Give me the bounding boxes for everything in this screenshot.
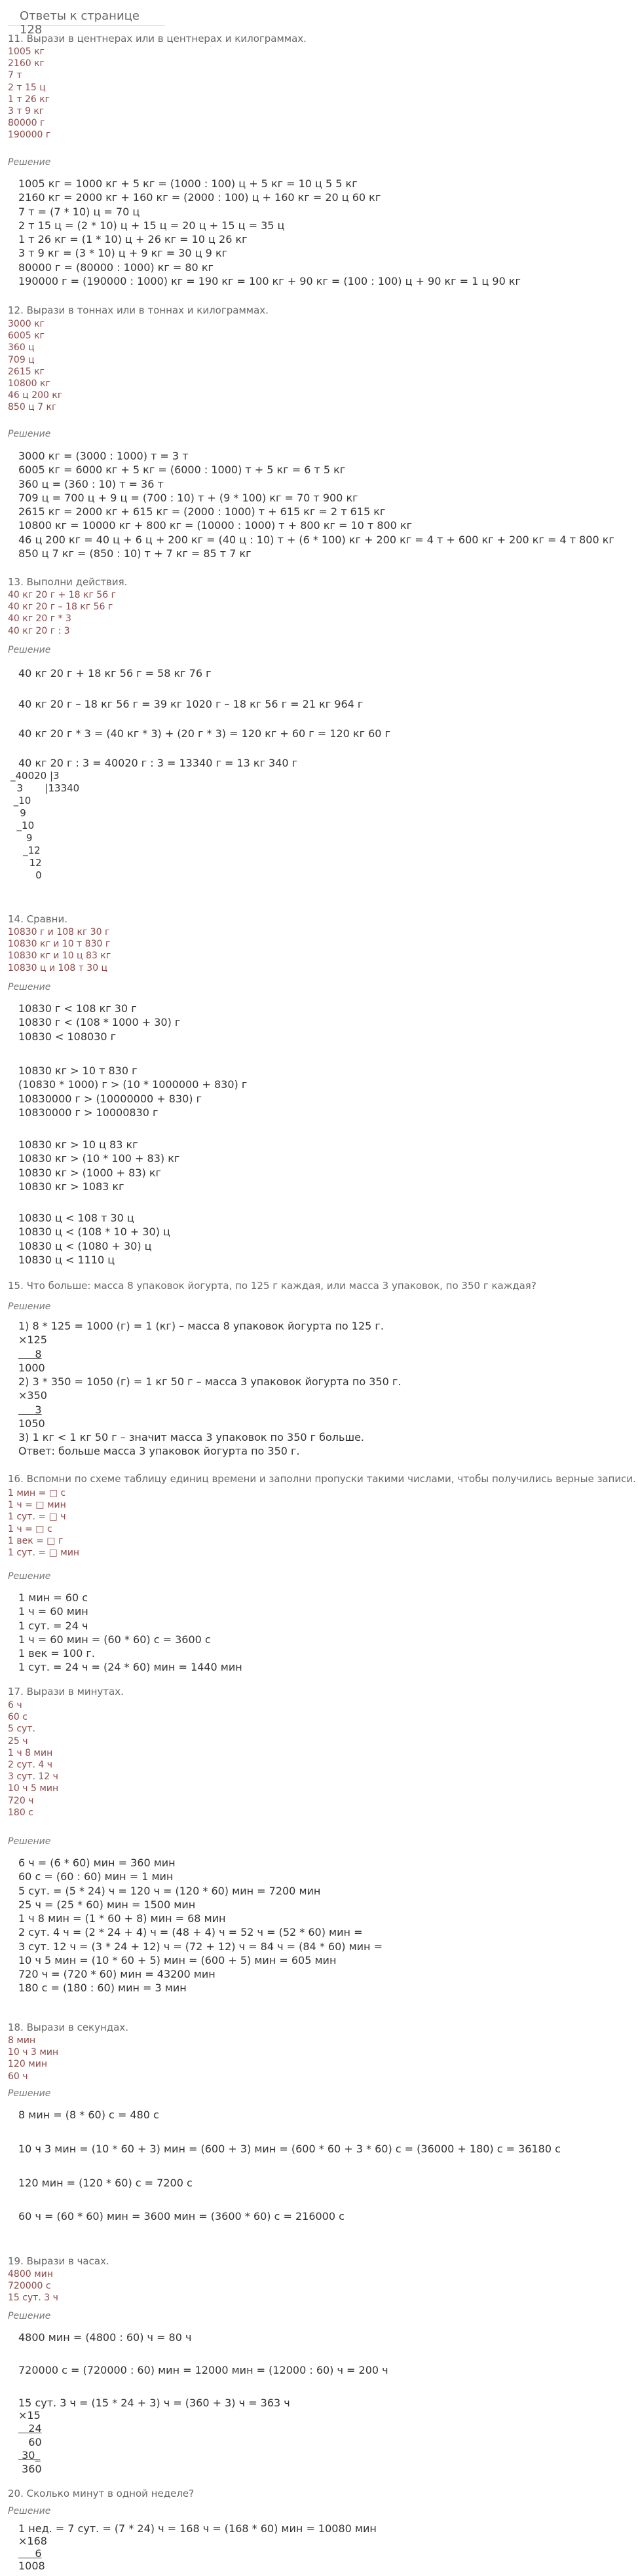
solution-line: 10 ч 5 мин = (10 * 60 + 5) мин = (600 + 5) мин = 605 мин xyxy=(18,1953,337,1967)
solution-line: 2 т 15 ц = (2 * 10) ц + 15 ц = 20 ц + 15 ц = 35 ц xyxy=(18,219,285,232)
solution-label: Решение xyxy=(8,1836,51,1847)
task-19-column xyxy=(18,2409,42,2476)
solution-label: Решение xyxy=(8,1571,51,1582)
task-item: 720000 с xyxy=(8,2281,51,2292)
division-row: 9 xyxy=(10,807,26,820)
task-item: 10 ч 3 мин xyxy=(8,2047,59,2058)
task-17-items xyxy=(8,1699,58,1819)
task-item: 10830 ц и 108 т 30 ц xyxy=(8,962,108,973)
task-17-solution xyxy=(18,1856,383,1995)
task-item: 15 сут. 3 ч xyxy=(8,2293,58,2304)
solution-line: 1) 8 * 125 = 1000 (г) = 1 (кг) – масса 8 упаковок йогурта по 125 г. xyxy=(18,1320,384,1332)
task-12-title: 12. Вырази в тоннах или в тоннах и килограммах. xyxy=(8,304,269,316)
solution-line: 1 ч = 60 мин xyxy=(18,1605,88,1618)
task-11-title: 11. Вырази в центнерах или в центнерах и килограммах. xyxy=(8,33,307,45)
task-18-line-2: 10 ч 3 мин = (10 * 60 + 3) мин = (600 + 3) мин = (600 * 60 + 3 * 60) с = (36000 + 180) с = 36180 с xyxy=(18,2143,561,2155)
division-row: _40020 |3 xyxy=(10,770,60,782)
task-item: 3 т 9 кг xyxy=(8,105,45,117)
task-item: 720 ч xyxy=(8,1795,34,1806)
task-item: 1 сут. = □ ч xyxy=(8,1512,66,1523)
solution-line: 7 т = (7 * 10) ц = 70 ц xyxy=(18,205,140,218)
solution-line: 1 сут. = 24 ч = (24 * 60) мин = 1440 мин xyxy=(18,1661,242,1674)
solution-line: 709 ц = 700 ц + 9 ц = (700 : 10) т + (9 * 100) кг = 70 т 900 кг xyxy=(18,491,358,504)
task-item: 2160 кг xyxy=(8,58,45,69)
task-item: 10830 г и 108 кг 30 г xyxy=(8,927,110,937)
task-item: 1 ч = □ мин xyxy=(8,1500,66,1511)
task-item: 180 с xyxy=(8,1807,33,1818)
solution-line: 1 мин = 60 с xyxy=(18,1591,88,1604)
task-16-items xyxy=(8,1487,79,1559)
solution-line: 10830 < 108030 г xyxy=(18,1030,117,1043)
solution-line: 1000 xyxy=(18,1361,45,1374)
task-13-line-1: 40 кг 20 г + 18 кг 56 г = 58 кг 76 г xyxy=(18,667,212,680)
task-13-line-3: 40 кг 20 г * 3 = (40 кг * 3) + (20 г * 3) = 120 кг + 60 г = 120 кг 60 г xyxy=(18,727,390,740)
solution-line: 2 сут. 4 ч = (2 * 24 + 4) ч = (48 + 4) ч = 52 ч = (52 * 60) мин = xyxy=(18,1926,363,1939)
task-13-items xyxy=(8,589,116,637)
task-19-items xyxy=(8,2268,58,2304)
task-13-line-4: 40 кг 20 г : 3 = 40020 г : 3 = 13340 г = 13 кг 340 г xyxy=(18,757,298,769)
task-18-title: 18. Вырази в секундах. xyxy=(8,2022,128,2033)
task-item: 1 мин = □ с xyxy=(8,1488,66,1498)
solution-line: 10830 г < (108 * 1000 + 30) г xyxy=(18,1016,181,1029)
solution-line: 10830 кг > 1083 кг xyxy=(18,1180,124,1193)
task-item: 1 сут. = □ мин xyxy=(8,1547,80,1558)
task-14-group-4 xyxy=(18,1211,170,1267)
solution-label: Решение xyxy=(8,429,51,439)
task-14-items xyxy=(8,926,111,974)
task-item: 1 век = □ г xyxy=(8,1535,64,1546)
solution-line: 10830 ц < (1080 + 30) ц xyxy=(18,1239,152,1252)
task-item: 1 ч 8 мин xyxy=(8,1747,53,1758)
solution-line: 1 век = 100 г. xyxy=(18,1647,95,1660)
task-item: 10830 кг и 10 т 830 г xyxy=(8,939,111,950)
division-row: 0 xyxy=(10,869,42,882)
task-16-title: 16. Вспомни по схеме таблицу единиц времени и заполни пропуски такими числами, чтобы получились верные записи. xyxy=(8,1473,636,1485)
task-item: 709 ц xyxy=(8,354,35,365)
task-17-title: 17. Вырази в минутах. xyxy=(8,1686,124,1697)
column-row: 30_ xyxy=(18,2449,41,2462)
solution-line: 10800 кг = 10000 кг + 800 кг = (10000 : 1000) т + 800 кг = 10 т 800 кг xyxy=(18,519,413,532)
task-19-line-1: 4800 мин = (4800 : 60) ч = 80 ч xyxy=(18,2331,192,2344)
task-14-group-2 xyxy=(18,1064,247,1119)
division-row: 12 xyxy=(10,857,42,869)
solution-line: 46 ц 200 кг = 40 ц + 6 ц + 200 кг = (40 ц : 10) т + (6 * 100) кг + 200 кг = 4 т + 600 кг + 200 кг = 4 т 800 кг xyxy=(18,533,614,546)
task-14-group-1 xyxy=(18,1002,180,1043)
column-row: 1008 xyxy=(18,2560,45,2573)
task-item: 1 ч = □ с xyxy=(8,1523,52,1534)
page-title: Ответы к странице 128 xyxy=(20,9,140,37)
solution-line: Ответ: больше масса 3 упаковок йогурта по 350 г. xyxy=(18,1445,300,1458)
task-19-line-2: 720000 с = (720000 : 60) мин = 12000 мин = (12000 : 60) ч = 200 ч xyxy=(18,2364,388,2376)
task-15-title: 15. Что больше: масса 8 упаковок йогурта, по 125 г каждая, или масса 3 упаковок, по 350 г каждая? xyxy=(8,1280,536,1292)
task-item: 6005 кг xyxy=(8,331,45,342)
task-item: 10830 кг и 10 ц 83 кг xyxy=(8,951,111,962)
solution-line: 3000 кг = (3000 : 1000) т = 3 т xyxy=(18,450,189,462)
solution-line: (10830 * 1000) г > (10 * 1000000 + 830) г xyxy=(18,1078,248,1091)
column-row: 60 xyxy=(18,2435,42,2448)
task-16-solution xyxy=(18,1591,242,1675)
column-row: 24 xyxy=(18,2422,42,2435)
division-row: _10 xyxy=(10,795,31,807)
task-item: 6 ч xyxy=(8,1700,22,1711)
solution-label: Решение xyxy=(8,2311,51,2321)
solution-line: 1005 кг = 1000 кг + 5 кг = (1000 : 100) ц + 5 кг = 10 ц 5 5 кг xyxy=(18,177,358,190)
solution-line: 850 ц 7 кг = (850 : 10) т + 7 кг = 85 т 7 кг xyxy=(18,547,252,560)
task-18-line-1: 8 мин = (8 * 60) с = 480 с xyxy=(18,2109,159,2121)
solution-line: 2615 кг = 2000 кг + 615 кг = (2000 : 1000) т + 615 кг = 2 т 615 кг xyxy=(18,505,386,518)
task-item: 40 кг 20 г – 18 кг 56 г xyxy=(8,602,113,613)
task-item: 60 ч xyxy=(8,2071,28,2082)
solution-line: 10830 кг > 10 ц 83 кг xyxy=(18,1138,138,1151)
solution-line: 1050 xyxy=(18,1417,45,1430)
division-row: _10 xyxy=(10,820,35,832)
task-item: 80000 г xyxy=(8,118,45,129)
task-item: 4800 мин xyxy=(8,2269,53,2279)
task-15-solution xyxy=(18,1319,401,1459)
task-20-line-1: 1 нед. = 7 сут. = (7 * 24) ч = 168 ч = (168 * 60) мин = 10080 мин xyxy=(18,2522,377,2535)
solution-line: 3 сут. 12 ч = (3 * 24 + 12) ч = (72 + 12) ч = 84 ч = (84 * 60) мин = xyxy=(18,1940,383,1953)
solution-line: 720 ч = (720 * 60) мин = 43200 мин xyxy=(18,1968,216,1981)
task-19-title: 19. Вырази в часах. xyxy=(8,2255,109,2267)
task-item: 1 т 26 кг xyxy=(8,94,50,105)
solution-line: 8 xyxy=(18,1347,42,1360)
task-item: 46 ц 200 кг xyxy=(8,390,63,401)
solution-line: 3 xyxy=(18,1403,42,1416)
solution-line: ×350 xyxy=(18,1389,47,1402)
solution-line: 2160 кг = 2000 кг + 160 кг = (2000 : 100) ц + 160 кг = 20 ц 60 кг xyxy=(18,191,381,204)
task-19-line-3: 15 сут. 3 ч = (15 * 24 + 3) ч = (360 + 3) ч = 363 ч xyxy=(18,2397,290,2409)
task-item: 10800 кг xyxy=(8,378,50,389)
solution-line: 10830 ц < 1110 ц xyxy=(18,1253,115,1266)
page-header xyxy=(8,5,165,37)
solution-label: Решение xyxy=(8,1301,51,1312)
task-item: 40 кг 20 г : 3 xyxy=(8,625,70,636)
solution-line: 5 сут. = (5 * 24) ч = 120 ч = (120 * 60) мин = 7200 мин xyxy=(18,1884,321,1897)
task-18-line-3: 120 мин = (120 * 60) с = 7200 с xyxy=(18,2177,193,2189)
task-13-title: 13. Выполни действия. xyxy=(8,576,128,588)
task-item: 2 сут. 4 ч xyxy=(8,1759,53,1770)
solution-line: 10830 кг > (1000 + 83) кг xyxy=(18,1166,161,1179)
solution-line: 10830 кг > (10 * 100 + 83) кг xyxy=(18,1152,180,1165)
solution-line: 10830000 г > 10000830 г xyxy=(18,1106,159,1119)
task-11-solution xyxy=(18,177,521,288)
task-12-items xyxy=(8,318,62,414)
task-item: 3 сут. 12 ч xyxy=(8,1771,58,1783)
solution-line: ×125 xyxy=(18,1333,47,1347)
division-row: 3 |13340 xyxy=(10,782,80,795)
task-item: 3000 кг xyxy=(8,319,45,329)
solution-line: 2) 3 * 350 = 1050 (г) = 1 кг 50 г – масса 3 упаковок йогурта по 350 г. xyxy=(18,1375,402,1388)
solution-line: 10830 г < 108 кг 30 г xyxy=(18,1002,137,1015)
solution-line: 6 ч = (6 * 60) мин = 360 мин xyxy=(18,1857,176,1869)
solution-line: 6005 кг = 6000 кг + 5 кг = (6000 : 1000) т + 5 кг = 6 т 5 кг xyxy=(18,463,346,477)
task-item: 40 кг 20 г * 3 xyxy=(8,613,71,625)
column-row: 360 xyxy=(18,2462,42,2475)
task-item: 360 ц xyxy=(8,342,35,354)
solution-line: 10830 ц < 108 т 30 ц xyxy=(18,1212,134,1224)
task-14-group-3 xyxy=(18,1138,179,1193)
solution-line: 1 т 26 кг = (1 * 10) ц + 26 кг = 10 ц 26 кг xyxy=(18,233,248,246)
solution-line: 1 ч = 60 мин = (60 * 60) с = 3600 с xyxy=(18,1633,211,1646)
solution-label: Решение xyxy=(8,2506,51,2516)
solution-label: Решение xyxy=(8,645,51,655)
solution-line: 360 ц = (360 : 10) т = 36 т xyxy=(18,477,164,490)
solution-line: 60 с = (60 : 60) мин = 1 мин xyxy=(18,1870,174,1883)
task-item: 1005 кг xyxy=(8,46,45,57)
task-13-line-2: 40 кг 20 г – 18 кг 56 г = 39 кг 1020 г – 18 кг 56 г = 21 кг 964 г xyxy=(18,698,364,710)
task-item: 120 мин xyxy=(8,2059,47,2070)
task-item: 850 ц 7 кг xyxy=(8,402,57,413)
task-item: 60 с xyxy=(8,1712,28,1723)
task-item: 5 сут. xyxy=(8,1724,35,1735)
task-14-title: 14. Сравни. xyxy=(8,913,67,925)
column-row: 6 xyxy=(18,2547,42,2560)
solution-line: 1 ч 8 мин = (1 * 60 + 8) мин = 68 мин xyxy=(18,1912,226,1925)
solution-line: 190000 г = (190000 : 1000) кг = 190 кг = 100 кг + 90 кг = (100 : 100) ц + 90 кг = 1 ц 90 кг xyxy=(18,274,521,287)
long-division xyxy=(10,770,79,882)
solution-line: 3) 1 кг < 1 кг 50 г – значит масса 3 упаковок по 350 г больше. xyxy=(18,1431,365,1444)
column-row: ×168 xyxy=(18,2535,47,2547)
division-row: 9 xyxy=(10,832,33,844)
solution-line: 10830000 г > (10000000 + 830) г xyxy=(18,1092,202,1105)
solution-line: 10830 ц < (108 * 10 + 30) ц xyxy=(18,1225,170,1239)
solution-line: 10830 кг > 10 т 830 г xyxy=(18,1064,138,1077)
task-item: 190000 г xyxy=(8,130,51,141)
division-row: _12 xyxy=(10,844,41,857)
task-20-column xyxy=(18,2535,47,2573)
solution-label: Решение xyxy=(8,982,51,992)
task-20-title: 20. Сколько минут в одной неделе? xyxy=(8,2488,195,2499)
column-row: ×15 xyxy=(18,2409,41,2422)
task-item: 2615 кг xyxy=(8,366,45,377)
solution-line: 3 т 9 кг = (3 * 10) ц + 9 кг = 30 ц 9 кг xyxy=(18,247,228,260)
solution-line: 1 сут. = 24 ч xyxy=(18,1619,88,1632)
task-18-items xyxy=(8,2035,58,2082)
task-item: 25 ч xyxy=(8,1735,28,1747)
task-11-items xyxy=(8,46,50,141)
task-18-line-4: 60 ч = (60 * 60) мин = 3600 мин = (3600 * 60) с = 216000 с xyxy=(18,2210,345,2222)
solution-line: 25 ч = (25 * 60) мин = 1500 мин xyxy=(18,1898,196,1911)
task-item: 40 кг 20 г + 18 кг 56 г xyxy=(8,590,116,600)
solution-label: Решение xyxy=(8,2088,51,2099)
solution-line: 180 с = (180 : 60) мин = 3 мин xyxy=(18,1982,187,1995)
solution-label: Решение xyxy=(8,157,51,168)
task-item: 8 мин xyxy=(8,2035,36,2046)
task-item: 2 т 15 ц xyxy=(8,82,46,93)
task-12-solution xyxy=(18,449,614,560)
solution-line: 80000 г = (80000 : 1000) кг = 80 кг xyxy=(18,261,214,274)
task-item: 10 ч 5 мин xyxy=(8,1783,59,1794)
task-item: 7 т xyxy=(8,70,22,81)
